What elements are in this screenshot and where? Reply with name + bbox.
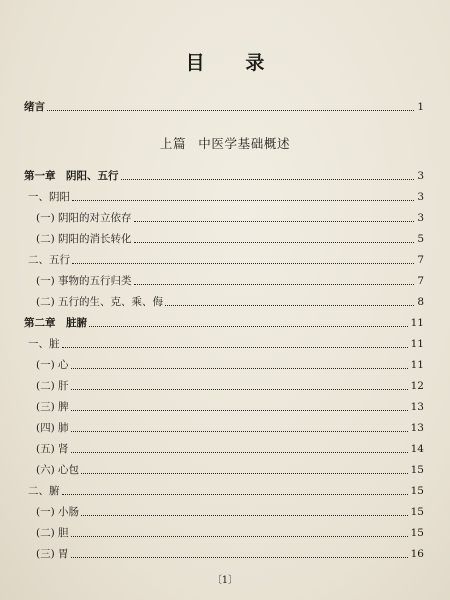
toc-label: (二) 肝 xyxy=(36,380,69,392)
dot-leader xyxy=(62,346,408,348)
toc-entry-subsection xyxy=(0,421,450,435)
dot-leader xyxy=(165,304,414,306)
toc-entry-subsection xyxy=(0,463,450,477)
toc-entry-subsection xyxy=(0,211,450,225)
toc-page-number: 12 xyxy=(410,380,424,392)
toc-entry-subsection xyxy=(0,274,450,288)
toc-label: (一) 小肠 xyxy=(36,506,80,518)
dot-leader xyxy=(71,556,408,558)
toc-label: 二、腑 xyxy=(28,485,60,497)
toc-entry-section xyxy=(0,337,450,351)
toc-label: 绪言 xyxy=(24,101,45,113)
toc-entry-intro xyxy=(0,100,450,114)
toc-label: (二) 阴阳的消长转化 xyxy=(36,233,132,245)
section-heading xyxy=(0,134,450,152)
page-footer-number: 〔1〕 xyxy=(211,575,239,586)
toc-entry-subsection xyxy=(0,232,450,246)
page-title: 目 录 xyxy=(185,52,282,74)
toc-entry-subsection xyxy=(0,295,450,309)
toc-page-number: 16 xyxy=(410,548,424,560)
toc-page-number: 15 xyxy=(410,506,424,518)
toc-page-number: 3 xyxy=(417,212,424,224)
dot-leader xyxy=(134,220,415,222)
toc-entry-section xyxy=(0,484,450,498)
toc-entry-subsection xyxy=(0,505,450,519)
toc-page-number: 13 xyxy=(410,401,424,413)
dot-leader xyxy=(72,262,414,264)
toc-page-number: 15 xyxy=(410,464,424,476)
toc-label: (一) 心 xyxy=(36,359,69,371)
dot-leader xyxy=(134,283,415,285)
dot-leader xyxy=(71,367,408,369)
toc-label: 第一章 阴阳、五行 xyxy=(24,170,119,182)
toc-entry-subsection xyxy=(0,400,450,414)
dot-leader xyxy=(62,493,408,495)
toc-page-number: 11 xyxy=(410,359,424,371)
toc-label: (三) 脾 xyxy=(36,401,69,413)
toc-page-number: 11 xyxy=(410,317,424,329)
toc-label: (二) 胆 xyxy=(36,527,69,539)
dot-leader xyxy=(72,199,414,201)
toc-entry-section xyxy=(0,190,450,204)
toc-page-number: 8 xyxy=(417,296,424,308)
toc-page-number: 7 xyxy=(417,275,424,287)
toc-page-number: 15 xyxy=(410,527,424,539)
toc-label: (四) 肺 xyxy=(36,422,69,434)
toc-page-number: 15 xyxy=(410,485,424,497)
toc-label: (二) 五行的生、克、乘、侮 xyxy=(36,296,164,308)
dot-leader xyxy=(71,388,408,390)
toc-entry-chapter xyxy=(0,316,450,330)
toc-page-number: 13 xyxy=(410,422,424,434)
toc-label: 二、五行 xyxy=(28,254,70,266)
toc-label: 一、阴阳 xyxy=(28,191,70,203)
dot-leader xyxy=(81,472,408,474)
toc-entry-section xyxy=(0,253,450,267)
toc-entry-chapter xyxy=(0,169,450,183)
dot-leader xyxy=(71,451,408,453)
dot-leader xyxy=(121,178,415,180)
toc-label: 第二章 脏腑 xyxy=(24,317,87,329)
section-part: 上篇 xyxy=(159,136,187,151)
dot-leader xyxy=(89,325,408,327)
toc-label: (一) 阴阳的对立依存 xyxy=(36,212,132,224)
toc-label: 一、脏 xyxy=(28,338,60,350)
toc-page-number: 7 xyxy=(417,254,424,266)
dot-leader xyxy=(134,241,415,243)
toc-entry-subsection xyxy=(0,442,450,456)
dot-leader xyxy=(47,109,414,111)
toc-label: (五) 肾 xyxy=(36,443,69,455)
toc-label: (六) 心包 xyxy=(36,464,80,476)
section-name: 中医学基础概述 xyxy=(198,136,291,151)
dot-leader xyxy=(71,409,408,411)
toc-page-number: 11 xyxy=(410,338,424,350)
dot-leader xyxy=(81,514,408,516)
toc-entry-subsection xyxy=(0,526,450,540)
toc-entry-subsection xyxy=(0,547,450,561)
toc-page-number: 5 xyxy=(417,233,424,245)
toc-page-number: 3 xyxy=(417,170,424,182)
toc-label: (一) 事物的五行归类 xyxy=(36,275,132,287)
toc-page-number: 3 xyxy=(417,191,424,203)
toc-page-number: 1 xyxy=(417,101,424,113)
toc-entry-subsection xyxy=(0,358,450,372)
dot-leader xyxy=(71,535,408,537)
dot-leader xyxy=(71,430,408,432)
toc-entry-subsection xyxy=(0,379,450,393)
toc-label: (三) 胃 xyxy=(36,548,69,560)
toc-page-number: 14 xyxy=(410,443,424,455)
